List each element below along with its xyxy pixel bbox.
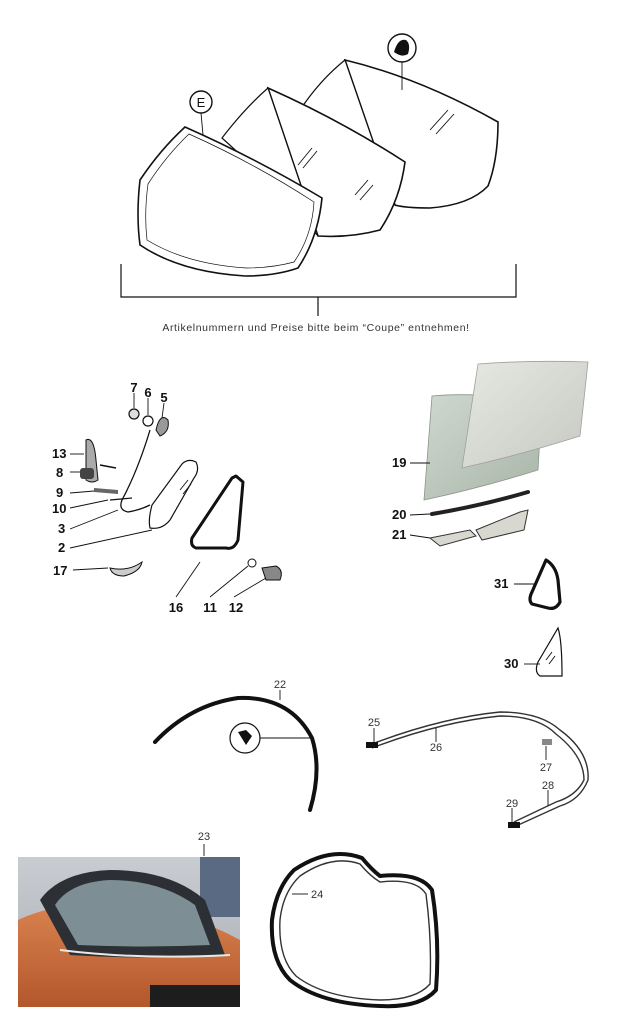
roof-seal-group: [155, 679, 317, 810]
callout-16: 16: [168, 600, 184, 615]
part-11: [248, 559, 256, 567]
callout-20: 20: [392, 507, 407, 522]
callout-31: 31: [494, 576, 509, 591]
e-mark-label: E: [196, 95, 206, 110]
windshield-seal-group: [272, 854, 438, 1006]
part-24-seal: [272, 854, 438, 1006]
part-7: [129, 409, 139, 419]
part-3-frame: [121, 430, 150, 512]
callout-2: 2: [58, 540, 66, 555]
part-10: [110, 498, 132, 500]
part-6: [143, 416, 153, 426]
callout-19: 19: [392, 455, 407, 470]
callout-3: 3: [58, 521, 66, 536]
callout-21: 21: [392, 527, 407, 542]
callout-13: 13: [52, 446, 67, 461]
callout-17: 17: [53, 563, 68, 578]
callout-22: 22: [273, 679, 287, 691]
note-text: Artikelnummern und Preise bitte beim “Coupe” entnehmen!: [162, 322, 470, 334]
part-22-seal: [155, 698, 317, 810]
part-30-vent-glass: [536, 628, 562, 676]
callout-6: 6: [144, 385, 152, 400]
part-17-trim: [110, 562, 142, 576]
door-glass-group: [392, 361, 588, 676]
callout-10: 10: [52, 501, 67, 516]
callout-8: 8: [56, 465, 64, 480]
callout-29: 29: [505, 798, 519, 810]
callout-12: 12: [228, 600, 244, 615]
part-5: [156, 418, 168, 436]
hardtop-photo: [18, 831, 240, 1007]
windshield-group: [121, 34, 516, 334]
callout-26: 26: [429, 742, 443, 754]
callout-23: 23: [197, 831, 211, 843]
part-2-quarter-glass: [149, 460, 197, 528]
callout-30: 30: [504, 656, 519, 671]
part-12: [262, 566, 281, 580]
part-8: [80, 468, 94, 479]
drip-rail-group: [366, 712, 588, 828]
part-29-end: [508, 822, 520, 828]
callout-9: 9: [56, 485, 64, 500]
part-16-seal: [192, 476, 244, 548]
part-9: [94, 488, 118, 494]
part-26-rail: [372, 712, 588, 826]
part-19-door-glass-tinted: [462, 361, 588, 468]
callout-24: 24: [311, 889, 324, 901]
callout-7: 7: [130, 380, 138, 395]
callout-11: 11: [203, 600, 217, 615]
quarter-window-group: [52, 380, 281, 615]
callout-28: 28: [541, 780, 555, 792]
part-25-end: [366, 742, 378, 748]
callout-27: 27: [539, 762, 553, 774]
callout-25: 25: [367, 717, 381, 729]
part-21-channel: [430, 530, 476, 546]
part-31-seal: [530, 560, 560, 608]
callout-5: 5: [160, 390, 168, 405]
part-27-joint: [542, 739, 552, 745]
